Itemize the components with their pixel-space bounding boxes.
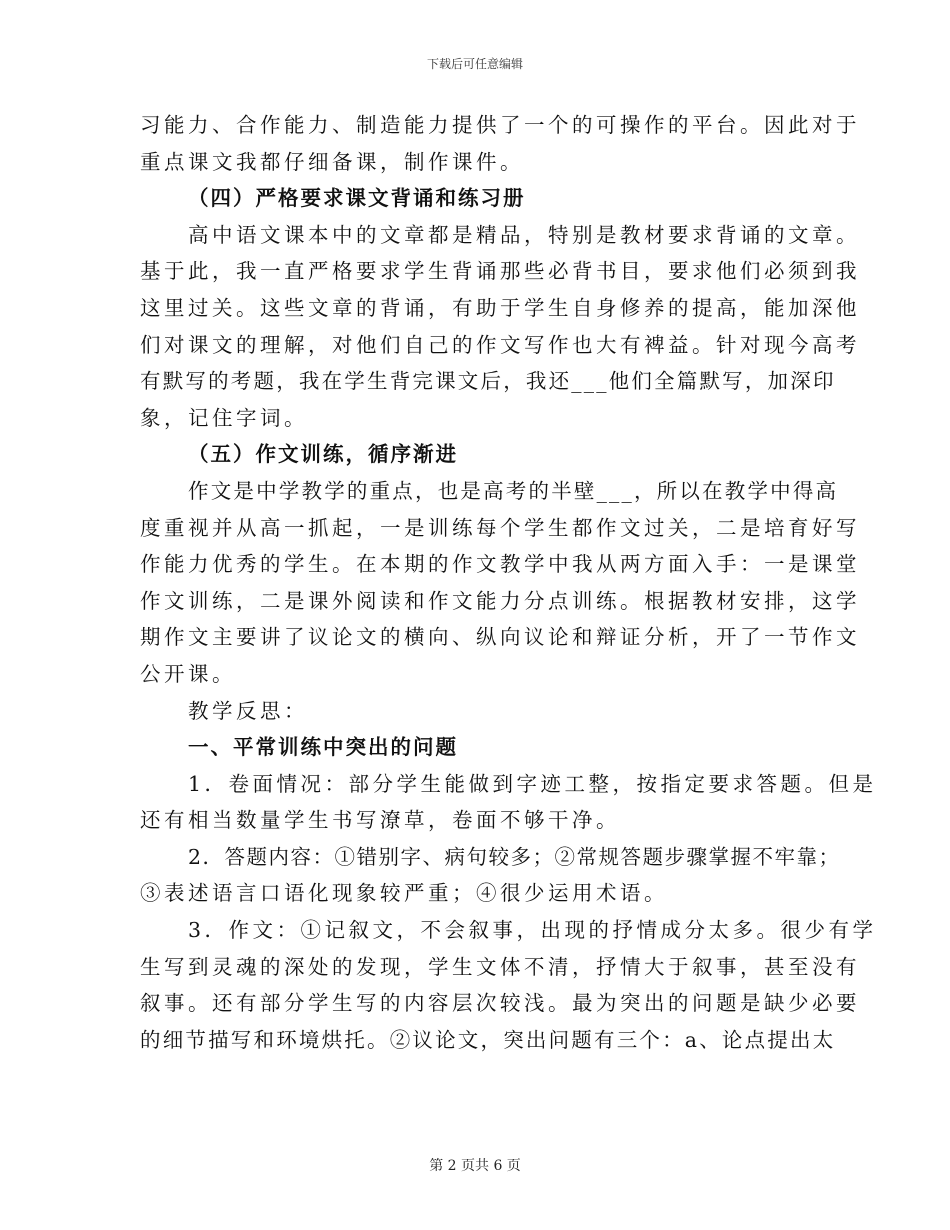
paragraph-line: 的细节描写和环境烘托。②议论文，突出问题有三个：a、论点提出太 bbox=[140, 1027, 836, 1052]
paragraph-line: 还有相当数量学生书写潦草，卷面不够干净。 bbox=[140, 808, 620, 833]
section-heading-four: （四）严格要求课文背诵和练习册 bbox=[188, 186, 526, 211]
paragraph-line: 1．卷面情况：部分学生能做到字迹工整，按指定要求答题。但是 bbox=[188, 771, 877, 796]
reflection-label: 教学反思： bbox=[188, 698, 308, 723]
paragraph-line: 习能力、合作能力、制造能力提供了一个的可操作的平台。因此对于 bbox=[140, 113, 860, 137]
paragraph-line: ③表述语言口语化现象较严重；④很少运用术语。 bbox=[140, 881, 668, 906]
paragraph-line: 叙事。还有部分学生写的内容层次较浅。最为突出的问题是缺少必要 bbox=[140, 991, 860, 1016]
paragraph-line: 期作文主要讲了议论文的横向、纵向议论和辩证分析，开了一节作文 bbox=[140, 625, 860, 650]
paragraph-line: 3．作文：①记叙文，不会叙事，出现的抒情成分太多。很少有学 bbox=[188, 918, 877, 943]
page-footer: 第 2 页共 6 页 bbox=[429, 1158, 521, 1174]
paragraph-line: 象，记住字词。 bbox=[140, 405, 308, 430]
paragraph-line: 这里过关。这些文章的背诵，有助于学生自身修养的提高，能加深他 bbox=[140, 295, 860, 320]
paragraph-line: 基于此，我一直严格要求学生背诵那些必背书目，要求他们必须到我 bbox=[140, 259, 860, 284]
paragraph-line: 作文训练，二是课外阅读和作文能力分点训练。根据教材安排，这学 bbox=[140, 588, 860, 613]
paragraph-line: 作文是中学教学的重点，也是高考的半壁___，所以在教学中得高 bbox=[188, 478, 839, 503]
paragraph-line: 生写到灵魂的深处的发现，学生文体不清，抒情大于叙事，甚至没有 bbox=[140, 954, 860, 979]
paragraph-line: 高中语文课本中的文章都是精品，特别是教材要求背诵的文章。 bbox=[188, 222, 860, 247]
paragraph-line: 公开课。 bbox=[140, 661, 236, 686]
document-body bbox=[140, 107, 877, 1058]
paragraph-line: 度重视并从高一抓起，一是训练每个学生都作文过关，二是培育好写 bbox=[140, 515, 860, 540]
section-heading-problems: 一、平常训练中突出的问题 bbox=[188, 735, 458, 760]
paragraph-line: 作能力优秀的学生。在本期的作文教学中我从两方面入手：一是课堂 bbox=[140, 552, 860, 577]
paragraph-line: 们对课文的理解，对他们自己的作文写作也大有裨益。针对现今高考 bbox=[140, 332, 860, 357]
paragraph-line: 2．答题内容：①错别字、病句较多；②常规答题步骤掌握不牢靠； bbox=[188, 844, 841, 869]
section-heading-five: （五）作文训练，循序渐进 bbox=[188, 442, 458, 467]
paragraph-line: 有默写的考题，我在学生背完课文后，我还___他们全篇默写，加深印 bbox=[140, 369, 836, 394]
paragraph-line: 重点课文我都仔细备课，制作课件。 bbox=[140, 149, 524, 174]
page-header: 下载后可任意编辑 bbox=[426, 57, 523, 71]
